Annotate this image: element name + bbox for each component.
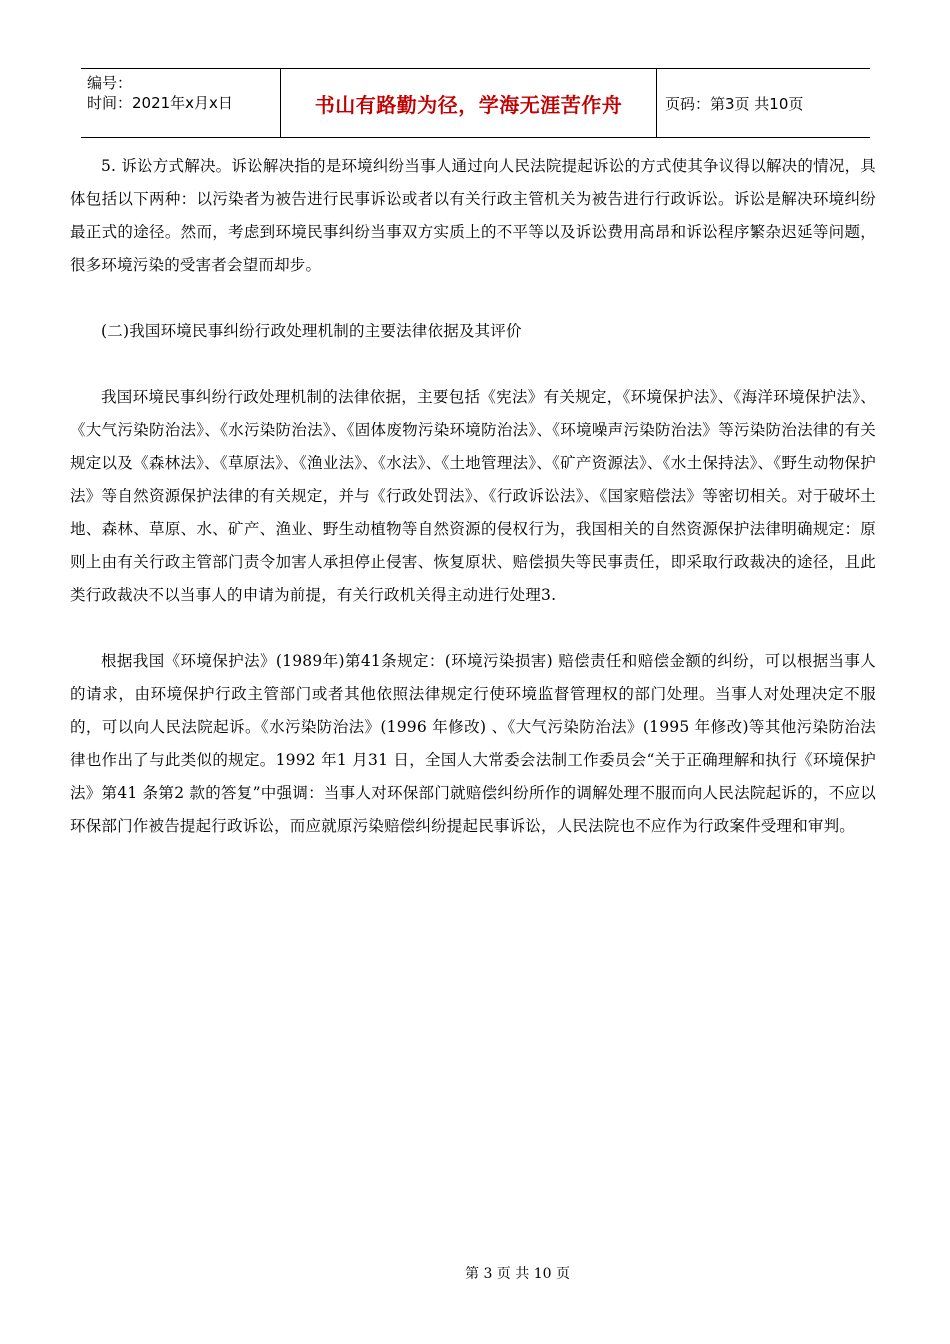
- motto-text: 书山有路勤为径，学海无涯苦作舟: [314, 92, 623, 117]
- date-label: 时间：2021年x月x日: [87, 94, 233, 112]
- paragraph-env-protection-law: 根据我国《环境保护法》(1989年)第41条规定：(环境污染损害) 赔偿责任和赔偿金额的纠纷，可以根据当事人的请求，由环境保护行政主管部门或者其他依照法律规定行使环境监督管理权的部门处理。当事人对处理决定不服的，可以向人民法院起诉。《水污染防治法》(1996 年修改) 、《大气污染防治法》(1995 年修改)等其他污染防治法律也作出了与此类似的规定。1992 年1 月31 日，全国人大常委会法制工作委员会“关于正确理解和执行《环境保护法》第41 条第2 款的答复”中强调：当事人对环保部门就赔偿纠纷所作的调解处理不服而向人民法院起诉的，不应以环保部门作被告提起行政诉讼，而应就原污染赔偿纠纷提起民事诉讼，人民法院也不应作为行政案件受理和审判。: [70, 652, 876, 835]
- paragraph-gap: [70, 348, 876, 381]
- number-label: 编号：: [87, 74, 133, 92]
- section-heading: (二)我国环境民事纠纷行政处理机制的主要法律依据及其评价: [101, 322, 522, 340]
- document-body: [70, 150, 876, 843]
- header-table: [81, 68, 870, 138]
- footer-page-info: 第 3 页 共 10 页: [465, 1266, 570, 1282]
- motto-cell: [281, 69, 657, 137]
- paragraph-litigation: 5. 诉讼方式解决。诉讼解决指的是环境纠纷当事人通过向人民法院提起诉讼的方式使其争议得以解决的情况，具体包括以下两种：以污染者为被告进行民事诉讼或者以有关行政主管机关为被告进行行政诉讼。诉讼是解决环境纠纷最正式的途径。然而，考虑到环境民事纠纷当事双方实质上的不平等以及诉讼费用高昂和诉讼程序繁杂迟延等问题，很多环境污染的受害者会望而却步。: [70, 157, 876, 274]
- page-label: 页码：第3页 共10页: [665, 94, 804, 113]
- paragraph-gap: [70, 282, 876, 315]
- paragraph-gap: [70, 612, 876, 645]
- page-footer: [0, 1263, 950, 1283]
- page-number-cell: [657, 69, 870, 137]
- header-meta-cell: [81, 69, 281, 137]
- paragraph-legal-basis: 我国环境民事纠纷行政处理机制的法律依据，主要包括《宪法》有关规定，《环境保护法》、《海洋环境保护法》、《大气污染防治法》、《水污染防治法》、《固体废物污染环境防治法》、《环境噪声污染防治法》等污染防治法律的有关规定以及《森林法》、《草原法》、《渔业法》、《水法》、《土地管理法》、《矿产资源法》、《水土保持法》、《野生动物保护法》等自然资源保护法律的有关规定，并与《行政处罚法》、《行政诉讼法》、《国家赔偿法》等密切相关。对于破坏土地、森林、草原、水、矿产、渔业、野生动植物等自然资源的侵权行为，我国相关的自然资源保护法律明确规定：原则上由有关行政主管部门责令加害人承担停止侵害、恢复原状、赔偿损失等民事责任，即采取行政裁决的途径，且此类行政裁决不以当事人的申请为前提，有关行政机关得主动进行处理3.: [70, 388, 876, 604]
